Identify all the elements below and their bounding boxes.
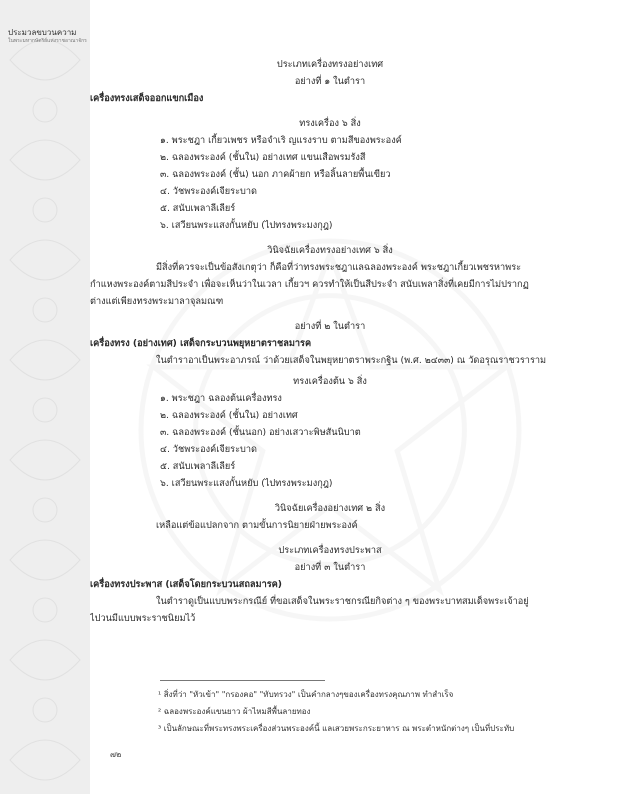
paragraph-line: มีสิ่งที่ควรจะเป็นข้อสังเกตุว่า ก็คือที่ว่าทรงพระชฎาแลฉลองพระองค์ พระชฎาเกี้ยวเพชรหาพระ [156,262,522,273]
footnote: ² ฉลองพระองค์แขนยาว ผ้าไหมสีพื้นลายทอง [158,707,311,716]
list-item: ๕. สนับเพลาลีเลียร์ [160,461,236,472]
left-margin-band [0,0,90,794]
example-heading: อย่างที่ ๒ ในตำรา [294,321,366,332]
footnote: ¹ สิ่งที่ว่า "หัวเข้า" "กรองคอ" "ทับทรวง" เป็นคำกลางๆของเครื่องทรงคุณภาพ ทำสำเร็จ [158,690,454,699]
caption: เครื่องทรง (อย่างเทศ) เสด็จกระบวนพยุหยาตราชลมารค [90,338,312,349]
list-item: ๔. วัชพระองค์เจียระบาด [160,444,257,455]
header-subtitle: ในพระมหากษัตริย์แห่งราชอาณาจักร [8,38,87,44]
judgement-title: วินิจฉัยเครื่องอย่างเทศ ๒ สิ่ง [274,503,386,514]
document-body [90,56,570,627]
paragraph-line: ไปวนมีแบบพระราชนิยมไว้ [90,613,196,624]
list-item: ๑. พระชฎา ฉลองต้นเครื่องทรง [160,393,282,404]
list-item: ๕. สนับเพลาลีเลียร์ [160,203,236,214]
list-item: ๓. ฉลองพระองค์ (ชั้น) นอก ภาคผ้ายก หรือลิ้นลายพื้นเขียว [160,169,391,180]
section-title: ประเภทเครื่องทรงอย่างเทศ [276,59,384,70]
list-item: ๔. วัชพระองค์เจียระบาด [160,186,257,197]
paragraph-line: ต่างแต่เพียงทรงพระมาลาจุลมณฑ [90,296,224,307]
list-item: ๑. พระชฎา เกี้ยวเพชร หรือจำเริ ญแรงราบ ตามสีของพระองค์ [160,135,402,146]
footnotes [158,686,578,737]
caption: เครื่องทรงประพาส (เสด็จโดยกระบวนสถลมารค) [90,579,283,590]
paragraph-line: กำแหงพระองค์ตามสีประจำ เพื่อจะเห็นว่าในเวลา เกี้ยวฯ ควรทำให้เป็นสีประจำ สนับเพลาสิ่งที่เคยมีการไม่ปรากฏ [90,279,529,290]
page-number: ๗๒ [110,750,122,759]
paragraph-line: ในตำราอาเป็นพระอาภรณ์ ว่าด้วยเสด็จในพยุหยาตราพระกฐิน (พ.ศ. ๒๔๓๓) ณ วัดอรุณราชวราราม [156,355,547,366]
section-title: ประเภทเครื่องทรงประพาส [278,545,382,556]
list-item: ๖. เสวียนพระแสงกั้นหยับ (ไปทรงพระมงกุฎ) [160,478,333,489]
list-item: ๓. ฉลองพระองค์ (ชั้นนอก) อย่างเสวาะพิษสันนิบาต [160,427,361,438]
paragraph-line: เหลือแต่ข้อแปลกจาก ตามขั้นการนิยายฝ่ายพระองค์ [156,520,358,531]
header-title: ประมวลขบวนความ [8,28,77,37]
list-title: ทรงเครื่อง ๖ สิ่ง [299,118,361,129]
list-title: ทรงเครื่องต้น ๖ สิ่ง [293,376,367,387]
example-heading: อย่างที่ ๓ ในตำรา [294,562,366,573]
list-item: ๒. ฉลองพระองค์ (ชั้นใน) อย่างเทศ แขนเสือพรมรังสี [160,152,366,163]
paragraph-line: ในตำราดูเป็นแบบพระกรณีย์ ที่ขอเสด็จในพระราชกรณียกิจต่าง ๆ ของพระบาทสมเด็จพระเจ้าอยู่ [156,596,529,607]
header-logo [8,28,88,45]
list-item: ๖. เสวียนพระแสงกั้นหยับ (ไปทรงพระมงกุฎ) [160,220,333,231]
footnote-rule [160,680,325,681]
list-item: ๒. ฉลองพระองค์ (ชั้นใน) อย่างเทศ [160,410,298,421]
judgement-title: วินิจฉัยเครื่องทรงอย่างเทศ ๖ สิ่ง [267,245,393,256]
example-heading: อย่างที่ ๑ ในตำรา [294,76,366,87]
footnote: ³ เป็นลักษณะที่พระทรงพระเครื่องส่วนพระองค์นี้ แลเสวยพระกระยาหาร ณ พระตำหนักต่างๆ เป็นที่ประทับ [158,724,515,733]
ornament-pattern [0,0,90,794]
caption: เครื่องทรงเสด็จออกแขกเมือง [90,93,204,104]
